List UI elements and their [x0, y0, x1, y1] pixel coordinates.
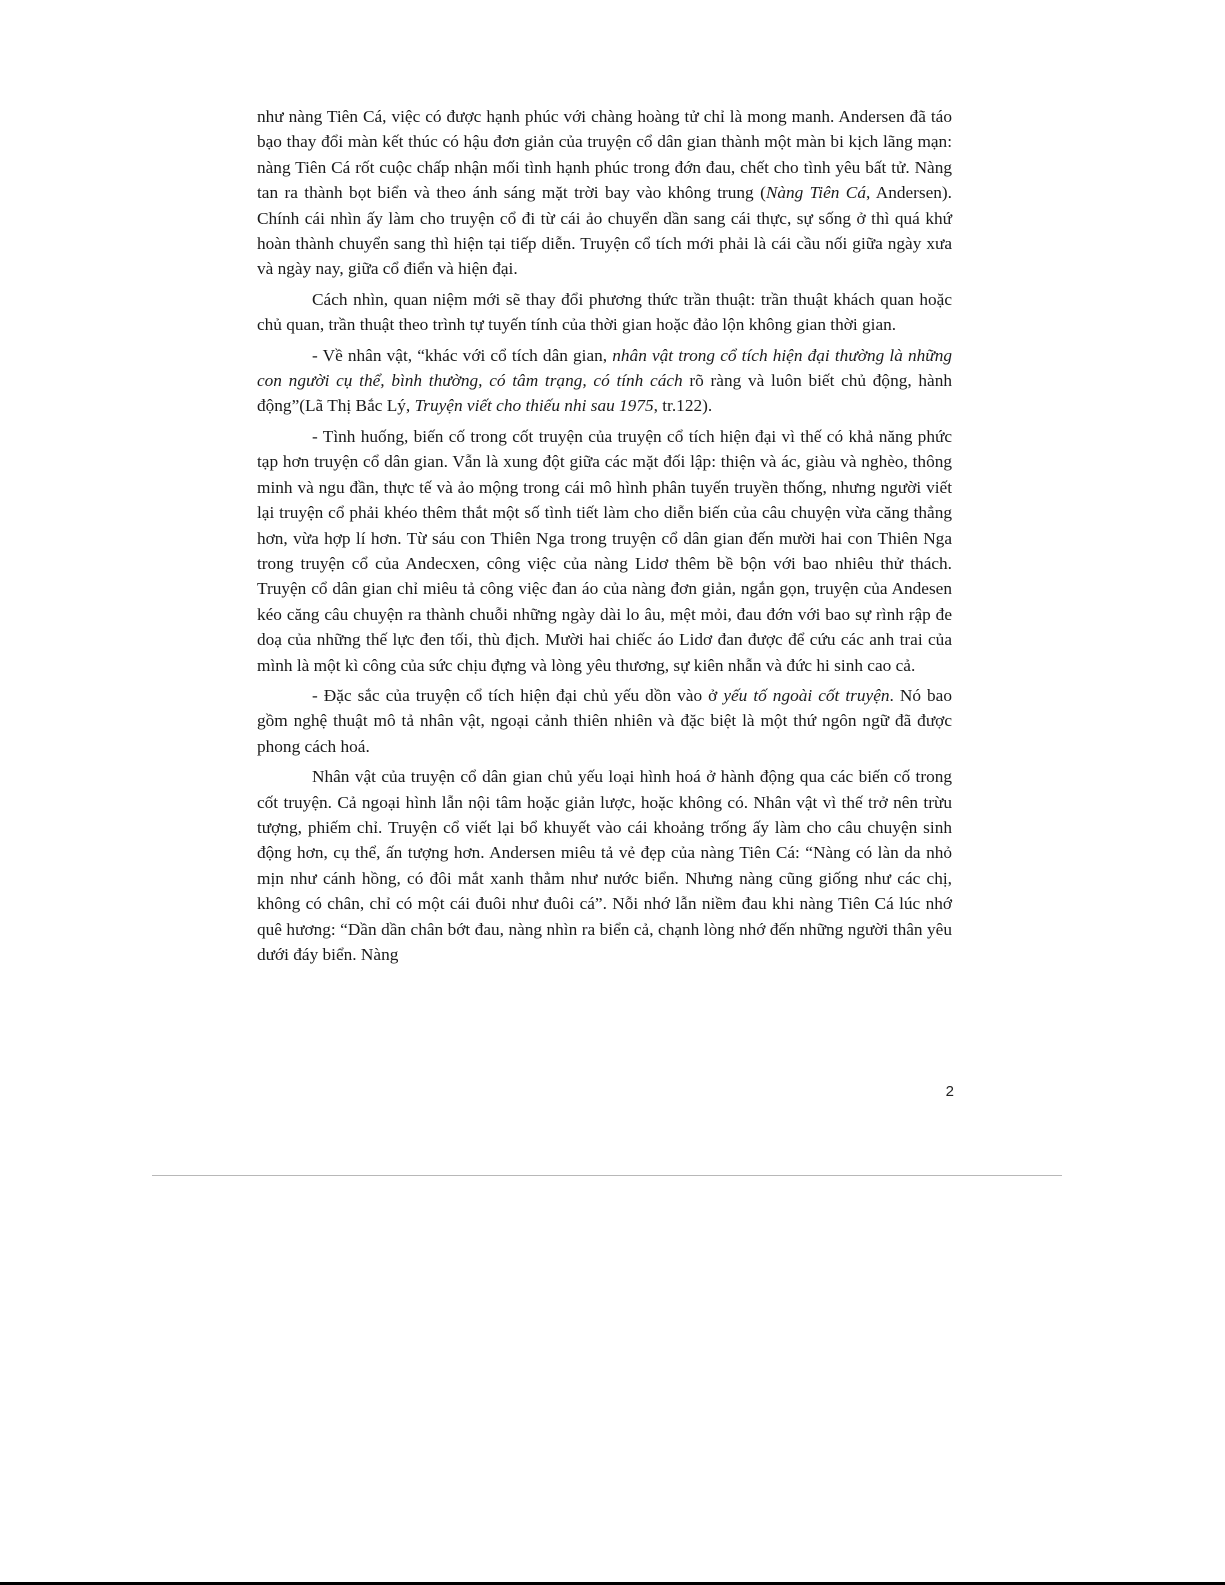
- quote-emphasis: nhân vật trong cổ tích hiện đại thường là những con người cụ thể, bình thường, có tâm trạng, có tính cách: [257, 345, 952, 391]
- emphasis-text: yếu tố ngoài cốt truyện: [723, 685, 890, 705]
- book-title: Truyện viết cho thiếu nhi sau 1975: [414, 396, 654, 416]
- page-divider: [152, 1175, 1062, 1176]
- page-body: [257, 104, 952, 972]
- text-run: - Về nhân vật, “khác với cổ tích dân gian,: [312, 345, 613, 365]
- paragraph-1: [257, 104, 952, 282]
- text-run: , Andersen). Chính cái nhìn ấy làm cho truyện cổ đi từ cái ảo chuyển dần sang cái thực, sự sống ở thì quá khứ hoàn thành chuyển sang thì hiện tại tiếp diễn. Truyện cổ tích mới phải là cái cầu nối giữa ngày xưa và ngày nay, giữa cổ điển và hiện đại.: [257, 183, 953, 279]
- page-number: 2: [945, 1083, 954, 1100]
- text-run: Nhân vật của truyện cổ dân gian chủ yếu loại hình hoá ở hành động qua các biến cố trong cốt truyện. Cả ngoại hình lẫn nội tâm hoặc giản lược, hoặc không có. Nhân vật vì thế trở nên trừu tượng, phiếm chỉ. Truyện cổ viết lại bổ khuyết vào cái khoảng trống ấy làm cho câu chuyện sinh động hơn, cụ thể, ấn tượng hơn. Andersen miêu tả vẻ đẹp của nàng Tiên Cá: “Nàng có làn da nhỏ mịn như cánh hồng, có đôi mắt xanh thẳm như nước biển. Nhưng nàng cũng giống như các chị, không có chân, chỉ có một cái đuôi như đuôi cá”. Nỗi nhớ lẫn niềm đau khi nàng Tiên Cá lúc nhớ quê hương: “Dần dần chân bớt đau, nàng nhìn ra biển cả, chạnh lòng nhớ đến những người thân yêu dưới đáy biển. Nàng: [257, 767, 952, 964]
- text-run: rõ ràng và luôn biết chủ động, hành động”(Lã Thị Bắc Lý,: [257, 371, 952, 416]
- paragraph-4: [257, 424, 952, 678]
- paragraph-6: [257, 764, 952, 967]
- text-run: . Nó bao gồm nghệ thuật mô tả nhân vật, ngoại cảnh thiên nhiên và đặc biệt là một thứ ngôn ngữ đã được phong cách hoá.: [257, 685, 952, 756]
- text-run: - Đặc sắc của truyện cổ tích hiện đại chủ yếu dồn vào ở: [312, 685, 724, 705]
- paragraph-2: [257, 287, 952, 338]
- text-run: - Tình huống, biến cố trong cốt truyện của truyện cổ tích hiện đại vì thế có khả năng phức tạp hơn truyện cổ dân gian. Vẫn là xung đột giữa các mặt đối lập: thiện và ác, giàu và nghèo, thông minh và ngu đần, thực tế và ảo mộng trong cái mô hình phân tuyến truyền thống, nhưng người viết lại truyện cổ phải khéo thêm thắt một số tình tiết làm cho diễn biến của câu chuyện vừa căng thẳng hơn, vừa hợp lí hơn. Từ sáu con Thiên Nga trong truyện cổ dân gian đến mười hai con Thiên Nga trong truyện cổ của Andecxen, công việc của nàng Lidơ thêm bề bộn với bao nhiêu thử thách. Truyện cổ dân gian chỉ miêu tả công việc đan áo của nàng đơn giản, ngắn gọn, truyện của Andesen kéo căng câu chuyện ra thành chuỗi những ngày dài lo âu, mệt mỏi, đau đớn với bao sự rình rập đe doạ của những thế lực đen tối, thù địch. Mười hai chiếc áo Lidơ đan được để cứu các anh trai của mình là một kì công của sức chịu đựng và lòng yêu thương, sự kiên nhẫn và đức hi sinh cao cả.: [257, 426, 952, 675]
- text-run: như nàng Tiên Cá, việc có được hạnh phúc với chàng hoàng tử chỉ là mong manh. Andersen đã táo bạo thay đổi màn kết thúc có hậu đơn giản của truyện cổ dân gian thành một màn bi kịch lãng mạn: nàng Tiên Cá rốt cuộc chấp nhận mối tình hạnh phúc trong đớn đau, chết cho tình yêu bất tử. Nàng tan ra thành bọt biển và theo ánh sáng mặt trời bay vào không trung (: [257, 107, 952, 203]
- paragraph-5: [257, 683, 952, 759]
- work-title: Nàng Tiên Cá: [765, 183, 866, 203]
- text-run: Cách nhìn, quan niệm mới sẽ thay đổi phương thức trần thuật: trần thuật khách quan hoặc chủ quan, trần thuật theo trình tự tuyến tính của thời gian hoặc đảo lộn không gian thời gian.: [257, 289, 952, 335]
- paragraph-3: [257, 343, 952, 419]
- text-run: , tr.122).: [653, 396, 713, 416]
